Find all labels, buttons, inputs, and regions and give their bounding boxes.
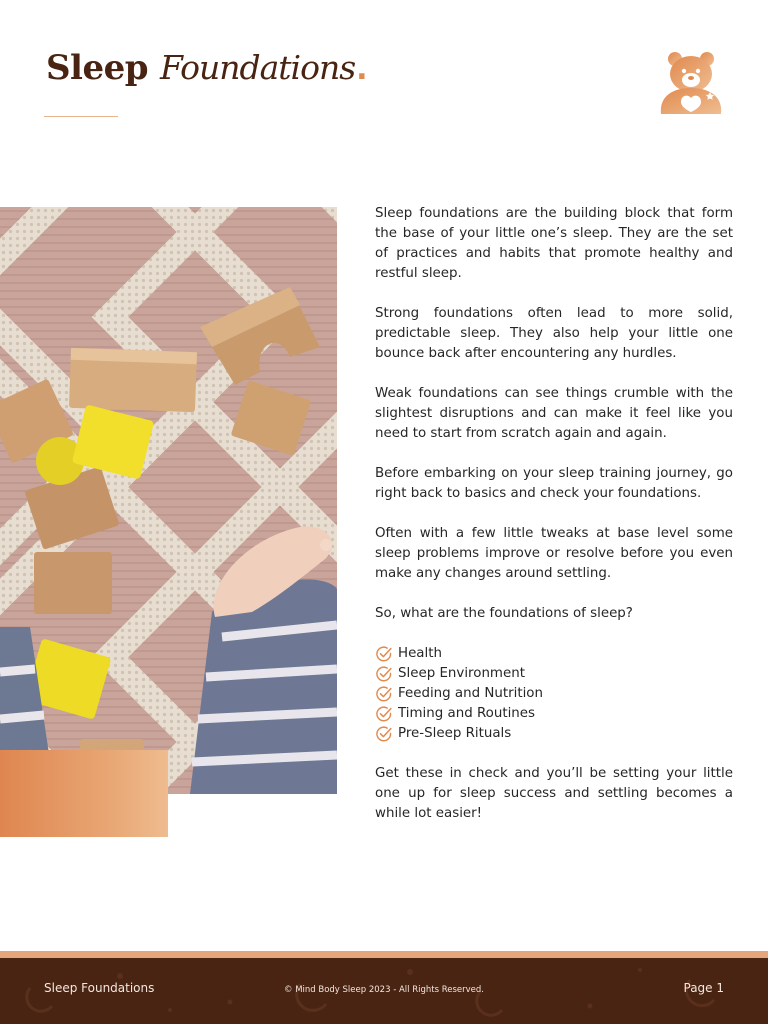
list-item-label: Feeding and Nutrition — [398, 686, 543, 701]
page-footer — [0, 958, 768, 1024]
closing-paragraph: Get these in check and you’ll be setting your little one up for sleep success and settling becomes a while lot easier! — [375, 766, 733, 821]
footer-copyright: © Mind Body Sleep 2023 - All Rights Reserved. — [284, 985, 484, 995]
list-item — [375, 644, 733, 664]
accent-block — [0, 750, 168, 837]
strong-foundations-paragraph: Strong foundations often lead to more solid, predictable sleep. They also help your little one bounce back after encountering any hurdles. — [375, 306, 733, 361]
basics-paragraph: Before embarking on your sleep training journey, go right back to basics and check your foundations. — [375, 466, 733, 501]
foundations-checklist — [375, 644, 733, 744]
list-item — [375, 684, 733, 704]
list-item-label: Sleep Environment — [398, 666, 525, 681]
brand-word: Sleep — [46, 48, 149, 88]
list-item-label: Health — [398, 646, 442, 661]
footer-title: Sleep Foundations — [44, 981, 155, 995]
check-circle-icon — [375, 705, 393, 723]
list-item — [375, 704, 733, 724]
brand-underline — [44, 116, 118, 117]
check-circle-icon — [375, 685, 393, 703]
toy-blocks-photo — [0, 207, 337, 794]
weak-foundations-paragraph: Weak foundations can see things crumble with the slightest disruptions and can make it feel like you need to start from scratch again and again. — [375, 386, 733, 441]
list-item — [375, 724, 733, 744]
brand-script: Foundations — [160, 48, 356, 87]
check-circle-icon — [375, 725, 393, 743]
check-circle-icon — [375, 665, 393, 683]
check-circle-icon — [375, 645, 393, 663]
brand-logotype — [46, 48, 368, 88]
main-content — [375, 204, 733, 844]
list-item — [375, 664, 733, 684]
brand-dot: . — [356, 52, 368, 87]
tweaks-paragraph: Often with a few little tweaks at base level some sleep problems improve or resolve before you even make any changes around settling. — [375, 526, 733, 581]
list-item-label: Timing and Routines — [398, 706, 535, 721]
question-paragraph: So, what are the foundations of sleep? — [375, 606, 633, 621]
footer-accent-band — [0, 951, 768, 958]
teddy-bear-icon — [655, 50, 727, 116]
intro-paragraph: Sleep foundations are the building block that form the base of your little one’s sleep. They are the set of practices and habits that promote healthy and restful sleep. — [375, 206, 733, 281]
list-item-label: Pre-Sleep Rituals — [398, 726, 512, 741]
footer-page-number: Page 1 — [683, 981, 724, 995]
